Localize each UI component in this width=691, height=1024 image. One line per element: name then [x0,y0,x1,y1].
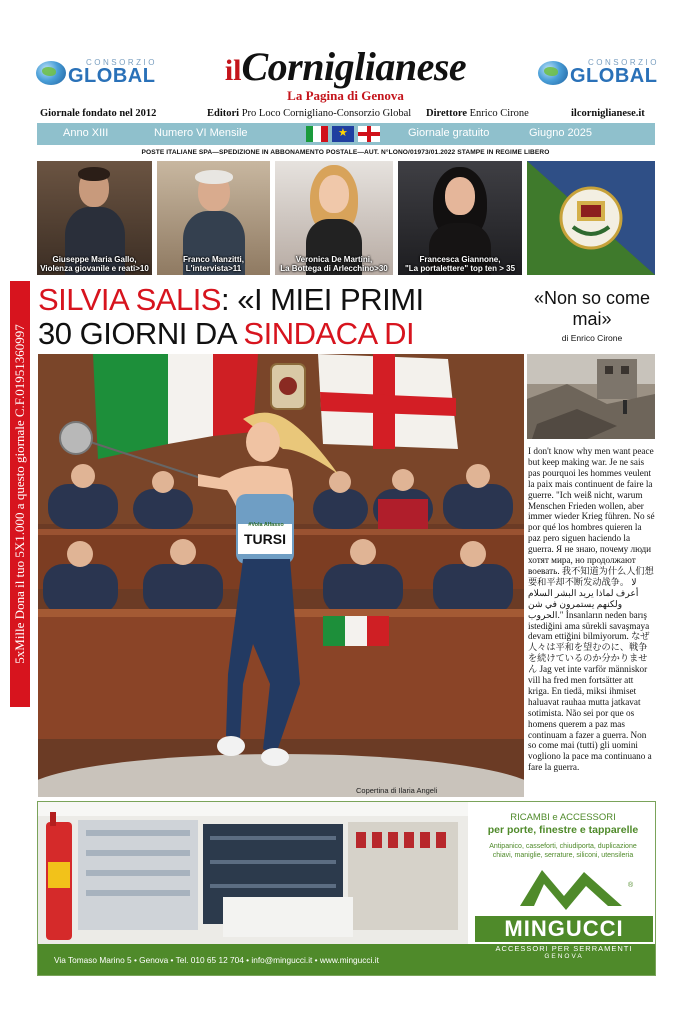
cover-illustration[interactable] [38,354,524,797]
issue-number: Numero VI Mensile [154,127,248,139]
website-link[interactable]: ilcorniglianese.it [571,108,645,119]
issue-year: Anno XIII [63,127,109,139]
title-prefix: il [224,54,242,87]
war-rubble-image [527,354,655,439]
cover-credit: Copertina di Ilaria Angeli [356,786,438,795]
ad-subtext: Antipanico, casseforti, chiudiporta, duplicazione chiavi, maniglie, serrature, siliconi, utensileria [489,843,637,859]
5xmille-side-text: 5xMille Dona il tuo 5X1.000 a questo giornale C.F.01951360997 [12,324,27,664]
shop-interior-photo [38,802,468,944]
editorial-author: di Enrico Cirone [561,333,623,343]
mingucci-advertisement[interactable] [37,801,656,976]
genoa-flag-icon [358,126,380,142]
issue-bar [37,123,655,145]
thumbnail-caption: Francesca Giannone, "La portalettere" top ten > 35 [404,255,516,273]
ad-contact[interactable]: Via Tomaso Marino 5 • Genova • Tel. 010 65 12 704 • info@mingucci.it • www.mingucci.it [54,955,379,965]
editorial-title[interactable]: «Non so come mai» [533,288,651,329]
ad-headline-2: per porte, finestre e tapparelle [487,824,639,836]
thumbnail-manzitti[interactable] [157,161,270,275]
editors-note: Editori Pro Loco Cornigliano-Consorzio Global [207,108,412,119]
italy-flag-icon [306,126,328,142]
global-logo-small-text: CONSORZIO [86,58,157,67]
registered-mark: ® [628,882,634,889]
athlete-bib: TURSI [244,531,286,547]
ad-brand: MINGUCCI [475,916,653,942]
thumbnail-gallo[interactable] [37,161,152,275]
thumbnail-caption: Veronica De Martini, La Bottega di Arlecchino>30 [280,255,388,273]
thumbnail-de-martini[interactable] [275,161,393,275]
main-headline[interactable]: SILVIA SALIS: «I MIEI PRIMI 30 GIORNI DA SINDACA DI [38,282,424,351]
emblem-flag-icon [527,161,655,275]
global-logo-small-text: CONSORZIO [588,58,659,67]
ad-brand-subtitle: ACCESSORI PER SERRAMENTI [495,944,633,953]
thumbnail-caption: Franco Manzitti, L'intervista>11 [183,255,244,273]
editorial-body: I don't know why men want peace but keep making war. Je ne sais pas pourquoi les hommes veulent la paix mais continuent de faire la guerre. "Ich weiß nicht, warum Menschen Frieden wollen, aber immer wieder Krieg führen. No sé por qué los hombres quieren la paz pero siguen haciendo la guerra. Я не знаю, почему люди хотят мира, но продолжают воевать. 我不知道为什么人们想要和平却不断发动战争。 لا أعرف لماذا يريد البشر السلام ولكنهم يستمرون في شن الحروب." İnsanların neden barış istediğini ama sürekli savaşmaya devam ettiğini bilmiyorum. なぜ人々は平和を望むのに、戦争を続けているのか分かりません Jag vet inte varför människor vill ha fred men fortsätter att kriga. En tiedä, miksi ihmiset haluavat rauhaa mutta jatkavat sotimista. Não sei por que os homens querem a paz mas continuam a fazer a guerra. Non so come mai (tutti) gli uomini vogliono la pace ma continuano a fare la guerra. [528,446,655,773]
eu-flag-icon [332,126,354,142]
founded-note: Giornale fondato nel 2012 [40,108,157,119]
global-logo-big-text: GLOBAL [68,65,156,87]
newspaper-subtitle: La Pagina di Genova [287,88,404,103]
ad-headline-1: RICAMBI e ACCESSORI [510,812,616,823]
issue-date: Giugno 2025 [529,127,592,139]
newspaper-title [0,43,691,90]
title-main: Corniglianese [241,44,467,89]
issue-free: Giornale gratuito [408,127,490,139]
shop-shelves-image [38,802,468,944]
cornigliano-emblem [527,161,655,275]
cover-artwork [38,354,524,797]
thumbnail-giannone[interactable] [398,161,522,275]
ad-brand-city: GENOVA [544,953,584,960]
editorial-photo [527,354,655,439]
bib-sponsor: #Vola Alfasso [248,522,284,528]
global-logo-big-text: GLOBAL [570,65,658,87]
postal-notice: POSTE ITALIANE SPA—SPEDIZIONE IN ABBONAMENTO POSTALE—AUT. N°LONO/01973/01.2022 STAMPE IN REGIME LIBERO [141,149,550,156]
director-note: Direttore Enrico Cirone [426,108,529,119]
thumbnail-caption: Giuseppe Maria Gallo, Violenza giovanile e reati>10 [40,255,149,273]
